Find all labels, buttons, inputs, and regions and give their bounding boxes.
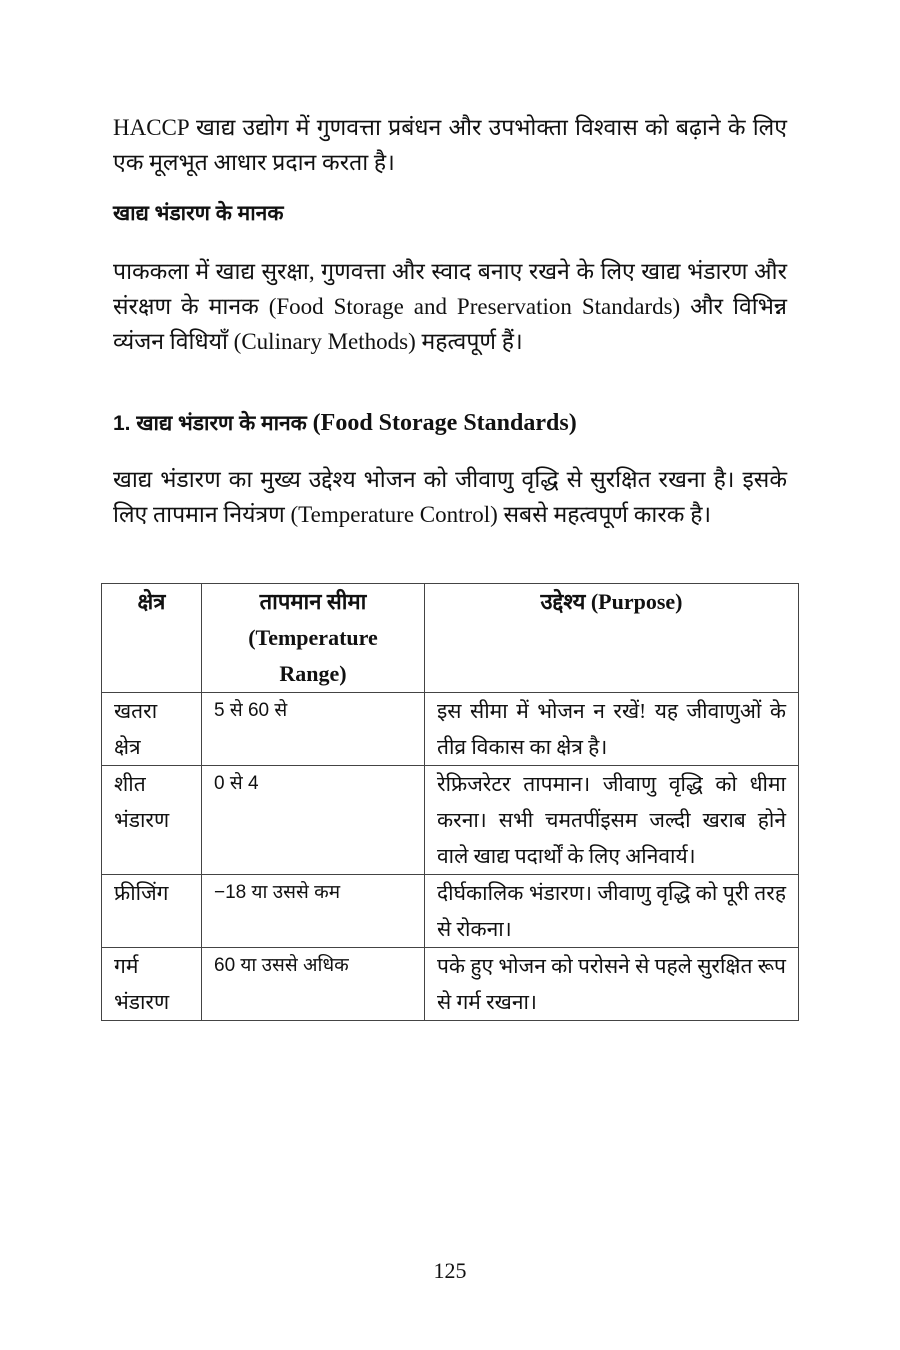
- cell-zone: फ्रीजिंग: [102, 875, 202, 948]
- table-header-row: [102, 584, 799, 693]
- storage-purpose-paragraph: खाद्य भंडारण का मुख्य उद्देश्य भोजन को जीवाणु वृद्धि से सुरक्षित रखना है। इसके लिए तापमान नियंत्रण (Temperature Control) सबसे महत्वपूर्ण कारक है।: [113, 467, 787, 527]
- subsection-heading: [113, 408, 577, 439]
- cell-purpose: दीर्घकालिक भंडारण। जीवाणु वृद्धि को पूरी तरह से रोकना।: [425, 875, 799, 948]
- header-temperature-range: तापमान सीमा (Temperature Range): [202, 584, 425, 693]
- cell-range: −18 या उससे कम: [202, 875, 425, 948]
- table-row: [102, 948, 799, 1021]
- food-storage-table: [101, 583, 799, 1021]
- cell-range: 60 या उससे अधिक: [202, 948, 425, 1021]
- subsection-heading-hindi: 1. खाद्य भंडारण के मानक: [113, 412, 307, 435]
- cell-range: 5 से 60 से: [202, 693, 425, 766]
- cell-range: 0 से 4: [202, 766, 425, 875]
- table-row: [102, 766, 799, 875]
- subsection-heading-english: (Food Storage Standards): [312, 410, 577, 436]
- header-purpose: उद्देश्य (Purpose): [425, 584, 799, 693]
- cell-purpose: इस सीमा में भोजन न रखें! यह जीवाणुओं के तीव्र विकास का क्षेत्र है।: [425, 693, 799, 766]
- cell-purpose: पके हुए भोजन को परोसने से पहले सुरक्षित रूप से गर्म रखना।: [425, 948, 799, 1021]
- cell-purpose: रेफ्रिजरेटर तापमान। जीवाणु वृद्धि को धीमा करना। सभी चमतपींइसम जल्दी खराब होने वाले खाद्य पदार्थों के लिए अनिवार्य।: [425, 766, 799, 875]
- cell-zone: शीत भंडारण: [102, 766, 202, 875]
- table-row: [102, 875, 799, 948]
- cell-zone: गर्म भंडारण: [102, 948, 202, 1021]
- standards-intro-paragraph: पाककला में खाद्य सुरक्षा, गुणवत्ता और स्वाद बनाए रखने के लिए खाद्य भंडारण और संरक्षण के मानक (Food Storage and Preservation Standards) और विभिन्न व्यंजन विधियाँ (Culinary Methods) महत्वपूर्ण हैं।: [113, 259, 787, 354]
- header-zone: क्षेत्र: [102, 584, 202, 693]
- cell-zone: खतरा क्षेत्र: [102, 693, 202, 766]
- intro-paragraph: HACCP खाद्य उद्योग में गुणवत्ता प्रबंधन और उपभोक्ता विश्वास को बढ़ाने के लिए एक मूलभूत आधार प्रदान करता है।: [113, 115, 787, 175]
- section-heading: खाद्य भंडारण के मानक: [113, 202, 284, 225]
- page-number: 125: [433, 1258, 467, 1283]
- table-row: [102, 693, 799, 766]
